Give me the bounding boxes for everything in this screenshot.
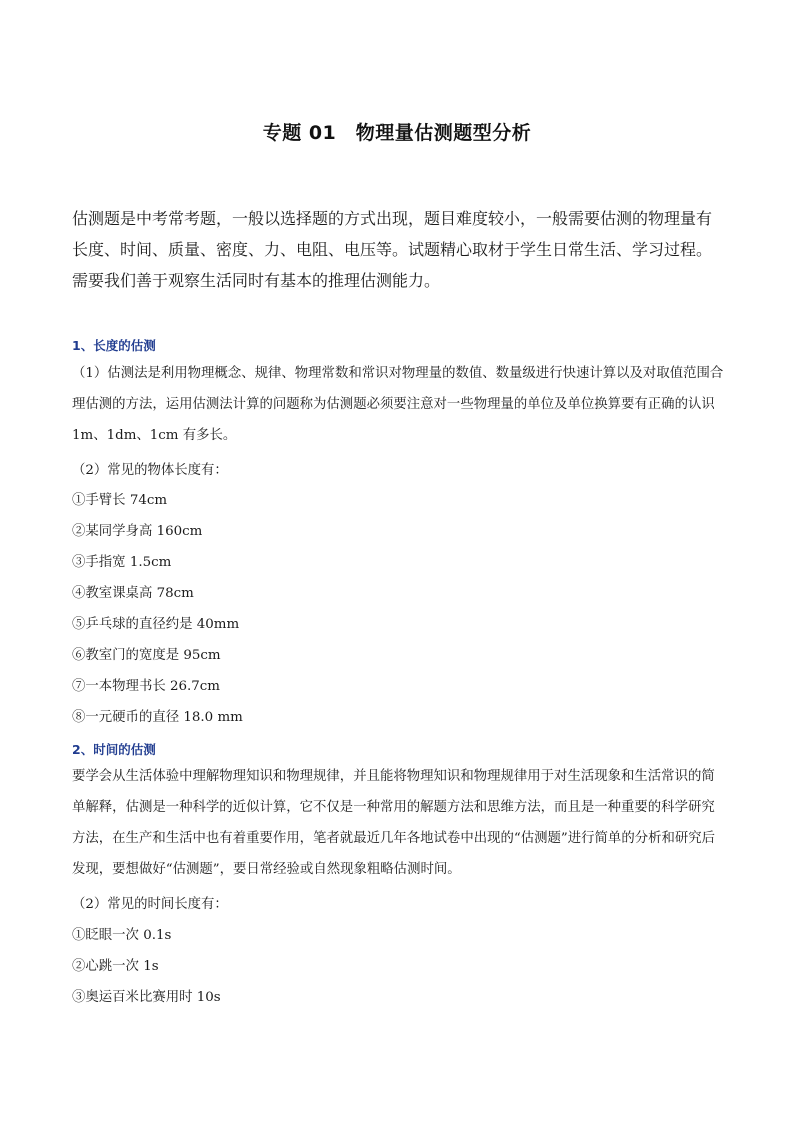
section2-subheading: （2）常见的时间长度有： xyxy=(72,897,228,912)
list-item: ③手指宽 1.5cm xyxy=(72,555,172,570)
list-item: ④教室课桌高 78cm xyxy=(72,586,194,601)
section-heading-length: 1、长度的估测 xyxy=(72,338,156,353)
section2-paragraph: 要学会从生活体验中理解物理知识和物理规律，并且能将物理知识和物理规律用于对生活现象和生活常识的简单解释，估测是一种科学的近似计算，它不仅是一种常用的解题方法和思维方法，而且是一种重要的科学研究方法，在生产和生活中也有着重要作用，笔者就最近几年各地试卷中出现的“估测题”进行简单的分析和研究后发现，要想做好“估测题”，要日常经验或自然现象粗略估测时间。 xyxy=(72,769,716,877)
list-item: ③奥运百米比赛用时 10s xyxy=(72,990,221,1005)
list-item: ⑥教室门的宽度是 95cm xyxy=(72,648,221,663)
page-title: 专题 01 物理量估测题型分析 xyxy=(262,122,532,144)
section-heading-time: 2、时间的估测 xyxy=(72,742,156,757)
list-item: ①手臂长 74cm xyxy=(72,493,168,508)
list-item: ②心跳一次 1s xyxy=(72,959,159,974)
list-item: ⑧一元硬币的直径 18.0 mm xyxy=(72,710,243,725)
section1-subheading: （2）常见的物体长度有： xyxy=(72,463,228,478)
intro-paragraph: 估测题是中考常考题，一般以选择题的方式出现，题目难度较小，一般需要估测的物理量有长度、时间、质量、密度、力、电阻、电压等。试题精心取材于学生日常生活、学习过程。需要我们善于观察生活同时有基本的推理估测能力。 xyxy=(72,209,713,290)
list-item: ①眨眼一次 0.1s xyxy=(72,928,172,943)
list-item: ⑦一本物理书长 26.7cm xyxy=(72,679,221,694)
section1-paragraph: （1）估测法是利用物理概念、规律、物理常数和常识对物理量的数值、数量级进行快速计算以及对取值范围合理估测的方法，运用估测法计算的问题称为估测题必须要注意对一些物理量的单位及单位换算要有正确的认识 1m、1dm、1cm 有多长。 xyxy=(72,366,724,443)
list-item: ⑤乒乓球的直径约是 40mm xyxy=(72,617,240,632)
list-item: ②某同学身高 160cm xyxy=(72,524,203,539)
